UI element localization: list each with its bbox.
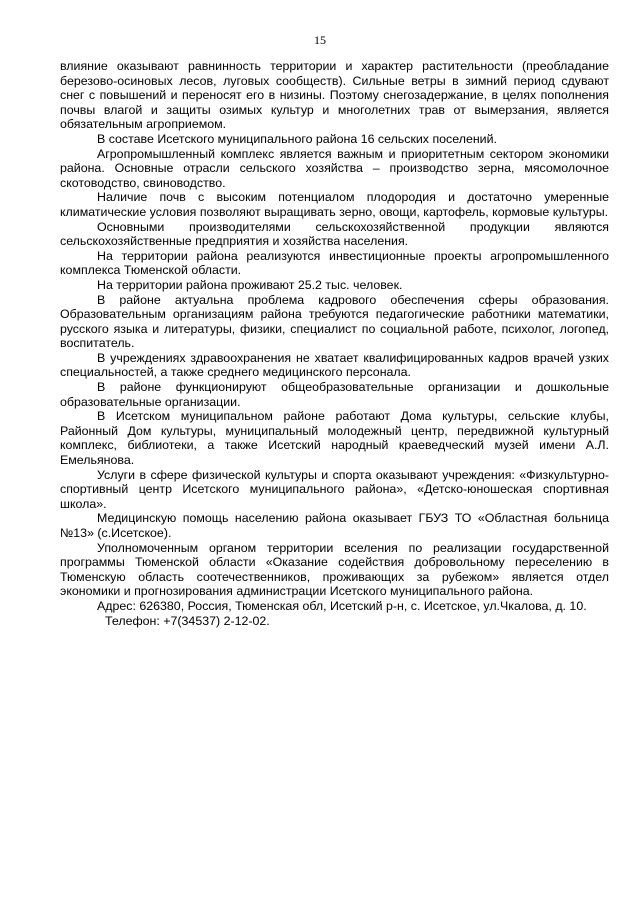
paragraph-agro-complex: Агропромышленный комплекс является важным и приоритетным сектором экономики района. Основные отрасли сельского хозяйства – производство зерна, мясомолочное скотоводство, свиноводство. (60, 146, 609, 190)
paragraph-producers: Основными производителями сельскохозяйственной продукции являются сельскохозяйственные предприятия и хозяйства населения. (60, 219, 609, 249)
paragraph-medical: Медицинскую помощь населению района оказывает ГБУЗ ТО «Областная больница №13» (с.Исетское). (60, 511, 609, 540)
paragraph-settlements: В составе Исетского муниципального района 16 сельских поселений. (97, 131, 497, 146)
paragraph-culture: В Исетском муниципальном районе работают Дома культуры, сельские клубы, Районный Дом культуры, муниципальный молодежный центр, передвижной культурный комплекс, библиотеки, а также Исетский народный краеведческий музей имени А.Л. Емельянова. (60, 409, 609, 468)
paragraph-address: Адрес: 626380, Россия, Тюменская обл, Исетский р-н, с. Исетское, ул.Чкалова, д. 10. (97, 598, 587, 613)
paragraph-phone: Телефон: +7(34537) 2-12-02. (105, 613, 270, 628)
paragraph-education-staff: В районе актуальна проблема кадрового обеспечения сферы образования. Образовательным организациям района требуются педагогические работники математики, русского языка и литературы, физики, специалист по социальной работе, психолог, логопед, воспитатель. (60, 292, 609, 351)
paragraph-healthcare-staff: В учреждениях здравоохранения не хватает квалифицированных кадров врачей узких специальностей, а также среднего медицинского персонала. (60, 350, 609, 380)
paragraph-investment: На территории района реализуются инвестиционные проекты агропромышленного комплекса Тюменской области. (60, 248, 609, 278)
paragraph-schools: В районе функционируют общеобразовательные организации и дошкольные образовательные организации. (60, 380, 609, 409)
paragraph-continuation: влияние оказывают равнинность территории и характер растительности (преобладание березово-осиновых лесов, луговых сообществ). Сильные ветры в зимний период сдувают снег с повышений и переносят его в низины. Поэтому снегозадержание, в целях пополнения почвы влагой и защиты озимых культур и многолетних трав от вымерзания, является обязательным агроприемом. (60, 59, 609, 132)
paragraph-authority: Уполномоченным органом территории вселения по реализации государственной программы Тюменской области «Оказание содействия добровольному переселению в Тюменскую область соотечественников, проживающих за рубежом» является отдел экономики и прогнозирования администрации Исетского муниципального района. (60, 540, 609, 599)
document-body (60, 59, 609, 628)
paragraph-population: На территории района проживают 25.2 тыс. человек. (97, 277, 403, 292)
page-number: 15 (314, 33, 326, 47)
paragraph-sport: Услуги в сфере физической культуры и спорта оказывают учреждения: «Физкультурно-спортивный центр Исетского муниципального района», «Детско-юношеская спортивная школа». (60, 467, 609, 511)
paragraph-soils: Наличие почв с высоким потенциалом плодородия и достаточно умеренные климатические условия позволяют выращивать зерно, овощи, картофель, кормовые культуры. (60, 190, 609, 219)
